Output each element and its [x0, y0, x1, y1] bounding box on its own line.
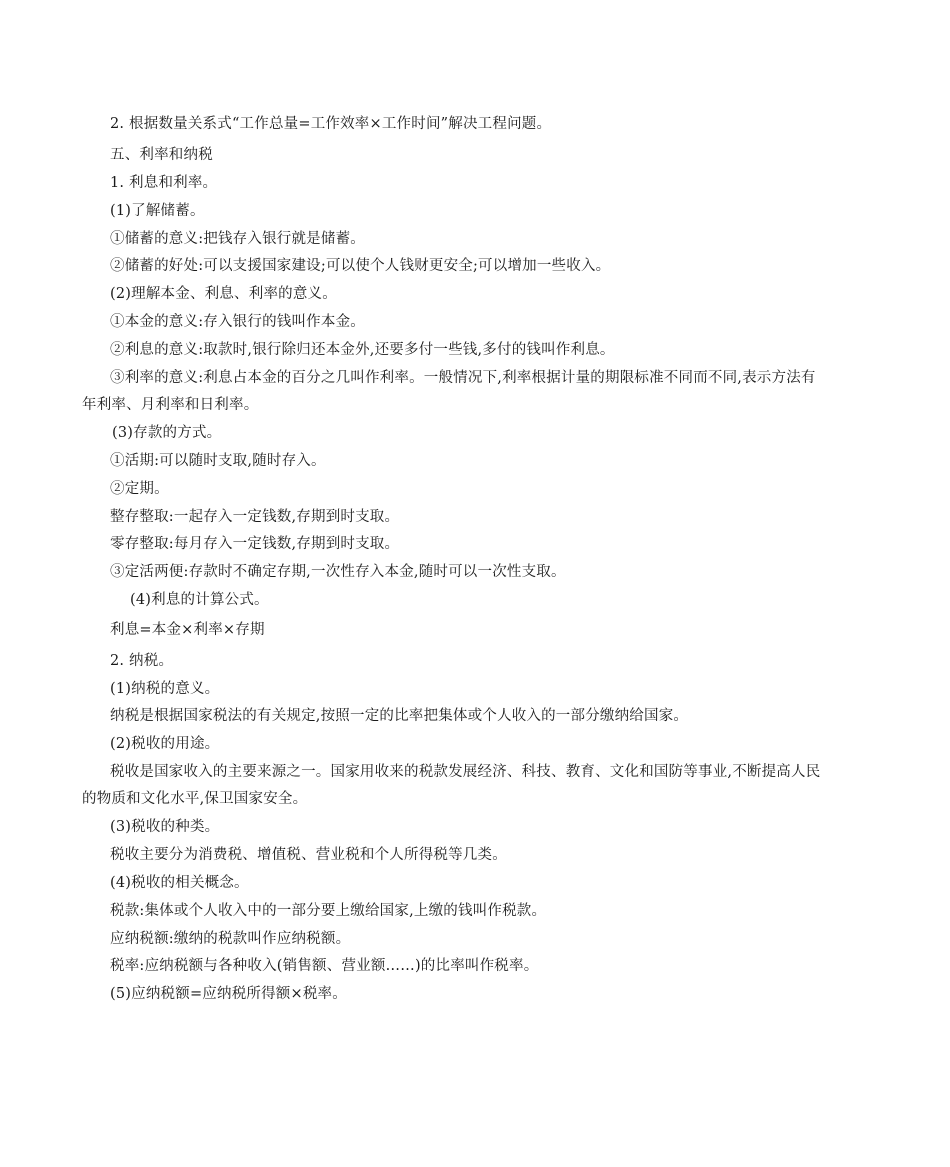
- tax-payable-line: 应纳税额:缴纳的税款叫作应纳税额。: [110, 931, 351, 947]
- interest-meaning-line: ②利息的意义:取款时,银行除归还本金外,还要多付一些钱,多付的钱叫作利息。: [110, 342, 615, 358]
- savings-benefit-line: ②储蓄的好处:可以支援国家建设;可以使个人钱财更安全;可以增加一些收入。: [110, 258, 611, 274]
- installment-deposit-line: 零存整取:每月存入一定钱数,存期到时支取。: [110, 536, 400, 552]
- tax-types-line: 税收主要分为消费税、增值税、营业税和个人所得税等几类。: [110, 847, 507, 863]
- tax-payment-line: 税款:集体或个人收入中的一部分要上缴给国家,上缴的钱叫作税款。: [110, 903, 547, 919]
- tax-rate-line: 税率:应纳税额与各种收入(销售额、营业额……)的比率叫作税率。: [110, 958, 539, 974]
- tax-meaning-line: 纳税是根据国家税法的有关规定,按照一定的比率把集体或个人收入的一部分缴纳给国家。: [110, 708, 689, 724]
- rate-meaning-line: ③利率的意义:利息占本金的百分之几叫作利率。一般情况下,利率根据计量的期限标准不同而不同,表示方法有: [110, 370, 816, 386]
- deposit-methods-heading: (3)存款的方式。: [112, 425, 222, 441]
- tax-meaning-heading: (1)纳税的意义。: [110, 681, 220, 697]
- section-heading-interest-tax: 五、利率和纳税: [110, 147, 213, 163]
- tax-concepts-heading: (4)税收的相关概念。: [110, 875, 249, 891]
- interest-formula-line: 利息=本金×利率×存期: [110, 622, 265, 638]
- item-savings-heading: (1)了解储蓄。: [110, 203, 205, 219]
- tax-use-line: 税收是国家收入的主要来源之一。国家用收来的税款发展经济、科技、教育、文化和国防等事业,不断提高人民: [110, 764, 821, 780]
- interest-formula-heading: (4)利息的计算公式。: [130, 592, 269, 608]
- tax-types-heading: (3)税收的种类。: [110, 819, 220, 835]
- demand-deposit-line: ①活期:可以随时支取,随时存入。: [110, 453, 326, 469]
- subheading-interest-rate: 1. 利息和利率。: [110, 175, 218, 191]
- flexible-deposit-line: ③定活两便:存款时不确定存期,一次性存入本金,随时可以一次性支取。: [110, 564, 566, 580]
- lump-sum-deposit-line: 整存整取:一起存入一定钱数,存期到时支取。: [110, 509, 400, 525]
- rate-meaning-continuation: 年利率、月利率和日利率。: [82, 397, 259, 413]
- tax-use-heading: (2)税收的用途。: [110, 736, 220, 752]
- fixed-deposit-line: ②定期。: [110, 481, 169, 497]
- tax-use-continuation: 的物质和文化水平,保卫国家安全。: [82, 791, 308, 807]
- savings-meaning-line: ①储蓄的意义:把钱存入银行就是储蓄。: [110, 231, 365, 247]
- tax-payable-formula-line: (5)应纳税额=应纳税所得额×税率。: [110, 986, 347, 1002]
- engineering-problem-line: 2. 根据数量关系式“工作总量=工作效率×工作时间”解决工程问题。: [110, 116, 552, 132]
- principal-meaning-line: ①本金的意义:存入银行的钱叫作本金。: [110, 314, 365, 330]
- subheading-tax: 2. 纳税。: [110, 653, 174, 669]
- principal-interest-heading: (2)理解本金、利息、利率的意义。: [110, 286, 337, 302]
